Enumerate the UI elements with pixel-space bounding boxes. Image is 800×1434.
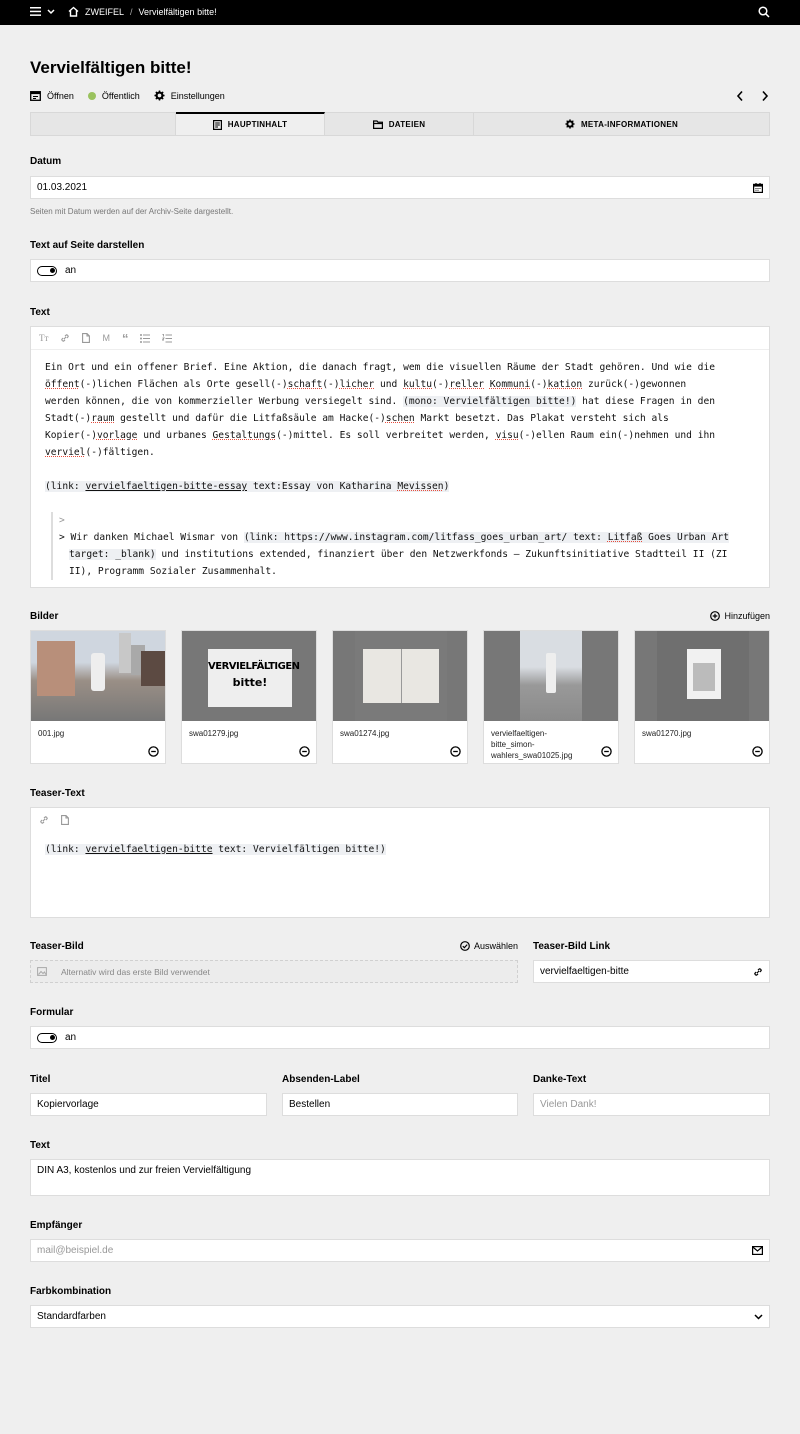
next-page-button[interactable] <box>761 90 769 102</box>
image-filename: swa01274.jpg <box>340 729 390 738</box>
text-line: Ein Ort und ein offener Brief. Eine Aktion, die danach fragt, wem die visuellen Räume der Stadt gehören. Und wie die <box>45 362 716 373</box>
search-button[interactable] <box>758 6 770 18</box>
chevron-left-icon <box>736 90 744 102</box>
teaser-text-label: Teaser-Text <box>30 788 85 799</box>
titel-field[interactable] <box>30 1093 267 1116</box>
poster-text: VERVIELFÄLTIGEN <box>208 661 300 672</box>
plus-circle-icon <box>710 611 720 621</box>
text-line: Kopier(-)vorlage und urbanes Gestaltungs(-)mittel. Es soll verbreitet werden, visu(-)ellen Raum ein(-)nehmen und ihn <box>45 430 716 441</box>
mono-tool[interactable]: M <box>102 333 110 343</box>
select-image-label: Auswählen <box>474 941 519 951</box>
quote-tool[interactable]: “ <box>121 330 129 346</box>
select-image-button[interactable] <box>460 941 518 951</box>
breadcrumb-page[interactable]: Vervielfältigen bitte! <box>138 6 217 17</box>
essay-link-line: (link: vervielfaeltigen-bitte-essay text:Essay von Katharina Mevissen) <box>45 481 450 492</box>
image-icon <box>37 967 47 976</box>
image-thumbnail[interactable] <box>182 631 316 721</box>
image-filename: 001.jpg <box>38 729 65 738</box>
page-title: Vervielfältigen bitte! <box>30 58 192 77</box>
tab-empty[interactable] <box>31 113 176 135</box>
text-toggle-field[interactable] <box>30 259 770 282</box>
open-icon <box>30 91 41 101</box>
open-button[interactable] <box>30 91 74 101</box>
status-dot-icon <box>88 92 96 100</box>
image-card[interactable] <box>30 630 166 764</box>
teaser-content[interactable]: (link: vervielfaeltigen-bitte text: Vervielfältigen bitte!) <box>45 844 386 855</box>
tab-meta-informationen[interactable] <box>474 113 769 135</box>
farb-value: Standardfarben <box>37 1311 106 1322</box>
text-line: Stadt(-)raum gestellt und dafür die Litfaßsäule am Hacke(-)schen Markt besetzt. Das Plakat versteht sich als <box>45 413 669 424</box>
image-thumbnail[interactable] <box>484 631 618 721</box>
tab-dateien[interactable] <box>325 113 474 135</box>
empfaenger-placeholder: mail@beispiel.de <box>37 1245 114 1256</box>
editor-content[interactable] <box>31 350 769 589</box>
file-icon[interactable] <box>61 815 69 825</box>
quote-line: II), Programm Sozialer Zusammenhalt. <box>69 566 277 577</box>
image-card[interactable] <box>634 630 770 764</box>
page-icon <box>213 120 222 130</box>
status-label: Öffentlich <box>101 90 140 101</box>
hamburger-icon <box>30 7 41 16</box>
quote-line: > <box>59 515 65 526</box>
poster-text: bitte! <box>232 676 268 689</box>
teaser-link-label: Teaser-Bild Link <box>533 941 611 952</box>
image-filename: swa01279.jpg <box>189 729 239 738</box>
chevron-down-icon <box>47 9 55 15</box>
remove-icon[interactable] <box>148 746 159 757</box>
text-editor-label: Text <box>30 307 50 318</box>
prev-page-button[interactable] <box>736 90 744 102</box>
headline-tool[interactable]: Tт <box>39 333 49 343</box>
image-card[interactable] <box>181 630 317 764</box>
link-icon[interactable] <box>39 815 49 825</box>
form-text-value: DIN A3, kostenlos und zur freien Vervielfältigung <box>37 1165 252 1176</box>
formular-label: Formular <box>30 1007 74 1018</box>
image-thumbnail[interactable] <box>31 631 165 721</box>
numbered-list-icon[interactable] <box>162 334 172 343</box>
datum-help: Seiten mit Datum werden auf der Archiv-Seite dargestellt. <box>30 207 234 216</box>
add-image-label: Hinzufügen <box>724 611 770 621</box>
remove-icon[interactable] <box>752 746 763 757</box>
bilder-label: Bilder <box>30 611 59 622</box>
datum-label: Datum <box>30 156 62 167</box>
settings-label: Einstellungen <box>170 90 225 101</box>
image-filename: swa01270.jpg <box>642 729 692 738</box>
formular-field[interactable] <box>30 1026 770 1049</box>
text-line: öffent(-)lichen Flächen als Orte gesell(-)schaft(-)licher und kultu(-)reller Kommuni(-)kation zurück(-)gewonnen <box>45 379 687 390</box>
toggle-switch[interactable] <box>37 1033 57 1043</box>
image-thumbnail[interactable] <box>333 631 467 721</box>
absenden-value: Bestellen <box>289 1099 331 1110</box>
link-icon[interactable] <box>753 967 763 977</box>
teaser-bild-label: Teaser-Bild <box>30 941 84 952</box>
status-button[interactable] <box>88 91 140 101</box>
image-thumbnail[interactable] <box>635 631 769 721</box>
view-bar <box>30 90 225 101</box>
teaser-bild-empty[interactable] <box>30 960 518 983</box>
titel-value: Kopiervorlage <box>37 1099 99 1110</box>
bullet-list-icon[interactable] <box>140 334 150 343</box>
blockquote <box>51 512 755 580</box>
teaser-link-value: vervielfaeltigen-bitte <box>540 966 629 977</box>
remove-icon[interactable] <box>299 746 310 757</box>
quote-line: > Wir danken Michael Wismar von (link: https://www.instagram.com/litfass_goes_urban_art/ text: Litfaß Goes Urban Art <box>59 532 730 543</box>
text-line: werden können, die von kommerzieller Werbung versiegelt sind. (mono: Vervielfältigen bitte!) hat diese Fragen in den <box>45 396 716 407</box>
teaser-text-editor[interactable] <box>30 807 770 918</box>
formular-value: an <box>65 1032 77 1043</box>
form-text-field[interactable] <box>30 1159 770 1196</box>
mail-icon[interactable] <box>752 1246 763 1255</box>
chevron-down-icon <box>754 1314 763 1320</box>
settings-button[interactable] <box>154 90 225 101</box>
tab-dateien-label: DATEIEN <box>388 119 426 129</box>
remove-icon[interactable] <box>450 746 461 757</box>
quote-line: target: _blank) und institutions extended, finanziert über den Netzwerkfonds – Zukunftsinitiative Stadtteil II (ZI <box>69 549 728 560</box>
open-label: Öffnen <box>47 90 74 101</box>
check-circle-icon <box>460 941 470 951</box>
form-text-label: Text <box>30 1140 50 1151</box>
tab-meta-label: META-INFORMATIONEN <box>580 119 679 129</box>
breadcrumb <box>68 6 217 17</box>
text-toggle-value: an <box>65 265 77 276</box>
link-icon[interactable] <box>60 333 70 343</box>
add-image-button[interactable] <box>710 611 770 621</box>
teaser-bild-placeholder: Alternativ wird das erste Bild verwendet <box>61 966 210 977</box>
text-toggle-label: Text auf Seite darstellen <box>30 240 145 251</box>
breadcrumb-site[interactable]: ZWEIFEL <box>85 6 125 17</box>
text-editor[interactable] <box>30 326 770 588</box>
danke-field[interactable] <box>533 1093 770 1116</box>
calendar-icon[interactable] <box>753 183 763 193</box>
farb-label: Farbkombination <box>30 1286 112 1297</box>
remove-icon[interactable] <box>601 746 612 757</box>
tab-hauptinhalt[interactable] <box>176 112 325 135</box>
breadcrumb-separator: / <box>130 6 133 17</box>
image-filename: vervielfaeltigen- bitte_simon- wahlers_swa01025.jpg <box>491 729 573 760</box>
text-line: verviel(-)fältigen. <box>45 447 155 458</box>
empfaenger-field[interactable] <box>30 1239 770 1262</box>
teaser-link-field[interactable] <box>533 960 770 983</box>
teaser-toolbar <box>31 808 769 831</box>
gear-icon <box>565 119 575 129</box>
search-icon <box>758 6 770 18</box>
empfaenger-label: Empfänger <box>30 1220 83 1231</box>
danke-placeholder: Vielen Dank! <box>540 1099 597 1110</box>
chevron-right-icon <box>761 90 769 102</box>
absenden-field[interactable] <box>282 1093 518 1116</box>
datum-field[interactable] <box>30 176 770 199</box>
tab-hauptinhalt-label: HAUPTINHALT <box>227 120 288 129</box>
image-card[interactable] <box>483 630 619 764</box>
home-icon[interactable] <box>68 6 79 17</box>
menu-button[interactable] <box>30 7 55 16</box>
danke-label: Danke-Text <box>533 1074 587 1085</box>
toggle-switch[interactable] <box>37 266 57 276</box>
farb-select[interactable] <box>30 1305 770 1328</box>
absenden-label: Absenden-Label <box>282 1074 360 1085</box>
tab-bar <box>30 112 770 136</box>
folder-icon <box>373 120 383 129</box>
editor-toolbar <box>31 327 769 350</box>
gear-icon <box>154 90 165 101</box>
image-card[interactable] <box>332 630 468 764</box>
file-icon[interactable] <box>82 333 90 343</box>
top-bar <box>0 0 800 25</box>
datum-value: 01.03.2021 <box>37 182 88 193</box>
titel-label: Titel <box>30 1074 51 1085</box>
